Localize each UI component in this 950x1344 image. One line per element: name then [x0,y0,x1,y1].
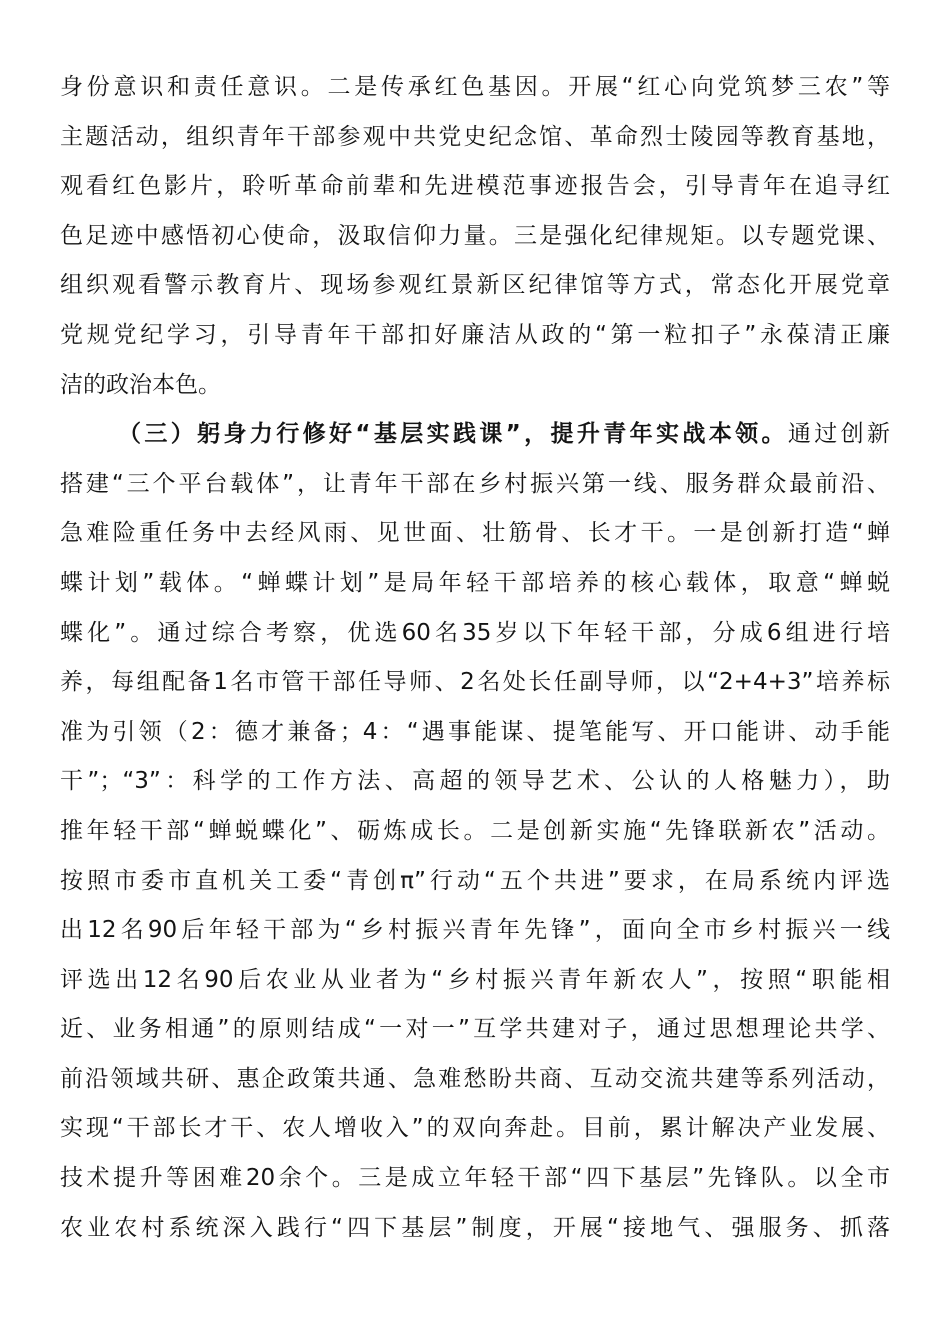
text-line: 蝶化”。通过综合考察，优选60名35岁以下年轻干部，分成6组进行培 [60,619,890,646]
section-heading: （三）躬身力行修好“基层实践课”，提升青年实战本领。 [118,421,788,448]
paragraph-1 [60,63,890,410]
text-line: 蝶计划”载体。“蝉蝶计划”是局年轻干部培养的核心载体，取意“蝉蜕 [60,569,890,596]
text-line: 准为引领（2：德才兼备；4：“遇事能谋、提笔能写、开口能讲、动手能 [60,718,890,745]
text-line: 评选出12名90后农业从业者为“乡村振兴青年新农人”，按照“职能相 [60,966,890,993]
text-line: 推年轻干部“蝉蜕蝶化”、砺炼成长。二是创新实施“先锋联新农”活动。 [60,817,890,844]
text-line: 干”；“3”：科学的工作方法、高超的领导艺术、公认的人格魅力），助 [60,768,890,795]
text-line: 观看红色影片，聆听革命前辈和先进模范事迹报告会，引导青年在追寻红 [60,173,890,200]
heading-line-rest: 通过创新 [787,421,890,448]
text-line: 搭建“三个平台载体”，让青年干部在乡村振兴第一线、服务群众最前沿、 [60,470,890,497]
text-line: 出12名90后年轻干部为“乡村振兴青年先锋”，面向全市乡村振兴一线 [60,917,890,944]
text-line: 近、业务相通”的原则结成“一对一”互学共建对子，通过思想理论共学、 [60,1016,890,1043]
heading-line [60,410,890,460]
text-line: 身份意识和责任意识。二是传承红色基因。开展“红心向党筑梦三农”等 [60,74,890,100]
text-line: 主题活动，组织青年干部参观中共党史纪念馆、革命烈士陵园等教育基地， [60,123,890,150]
text-line: 养，每组配备1名市管干部任导师、2名处长任副导师，以“2+4+3”培养标 [60,669,890,696]
text-line: 党规党纪学习，引导青年干部扣好廉洁从政的“第一粒扣子”永葆清正廉 [60,321,890,348]
text-line: 急难险重任务中去经风雨、见世面、壮筋骨、长才干。一是创新打造“蝉 [60,520,890,547]
text-line: 按照市委市直机关工委“青创π”行动“五个共进”要求，在局系统内评选 [60,867,890,894]
text-line: 农业农村系统深入践行“四下基层”制度，开展“接地气、强服务、抓落 [60,1214,890,1241]
text-line: 组织观看警示教育片、现场参观红景新区纪律馆等方式，常态化开展党章 [60,272,890,299]
text-line: 洁的政治本色。 [60,371,221,398]
text-line: 色足迹中感悟初心使命，汲取信仰力量。三是强化纪律规矩。以专题党课、 [60,222,890,249]
paragraph-2 [60,410,890,1253]
document-body [60,63,890,1253]
text-line: 前沿领域共研、惠企政策共通、急难愁盼共商、互动交流共建等系列活动， [60,1065,890,1092]
text-line: 实现“干部长才干、农人增收入”的双向奔赴。目前，累计解决产业发展、 [60,1115,890,1142]
text-line: 技术提升等困难20余个。三是成立年轻干部“四下基层”先锋队。以全市 [60,1165,890,1192]
